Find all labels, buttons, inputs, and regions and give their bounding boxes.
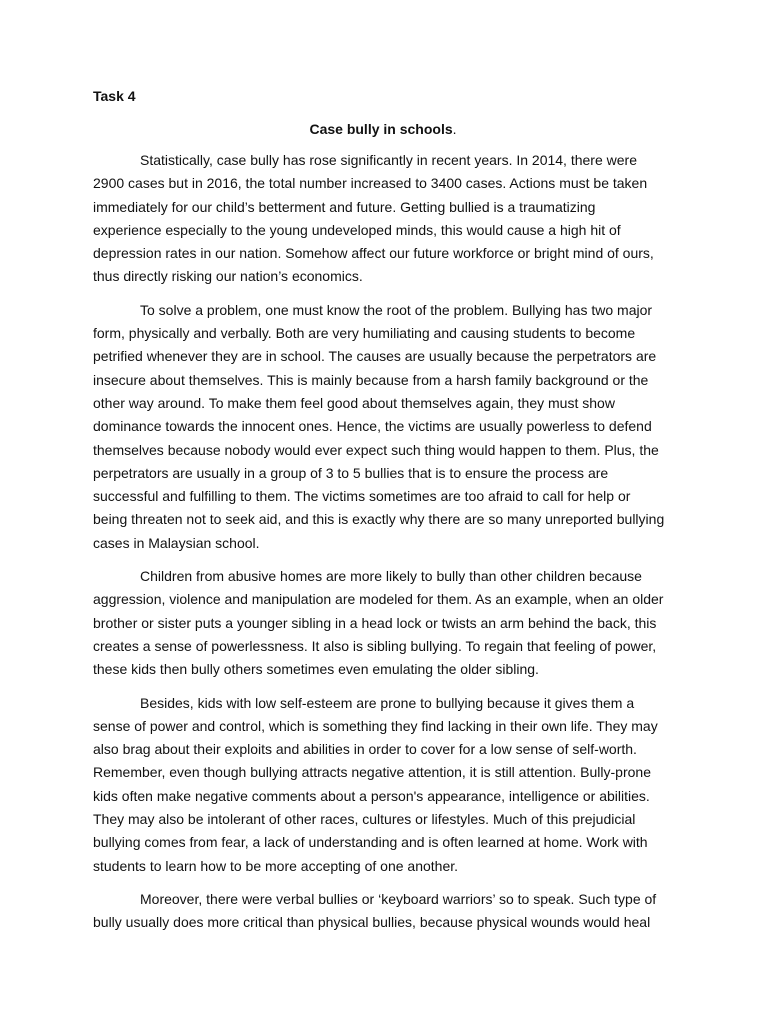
text-line: also brag about their exploits and abilities in order to cover for a low sense of self-worth. <box>93 741 637 758</box>
text-line: themselves because nobody would ever expect such thing would happen to them. Plus, the <box>93 441 659 458</box>
text-line: 2900 cases but in 2016, the total number increased to 3400 cases. Actions must be taken <box>93 175 648 192</box>
text-line: bully usually does more critical than physical bullies, because physical wounds would heal <box>93 914 651 931</box>
text-line: perpetrators are usually in a group of 3 to 5 bullies that is to ensure the process are <box>93 464 609 481</box>
document-title <box>93 119 673 139</box>
text-line: cases in Malaysian school. <box>93 534 260 551</box>
text-line: being threaten not to seek aid, and this is exactly why there are so many unreported bullying <box>93 511 665 528</box>
text-line: these kids then bully others sometimes even emulating the older sibling. <box>93 661 539 678</box>
text-line: petrified whenever they are in school. The causes are usually because the perpetrators are <box>93 348 657 365</box>
text-line: immediately for our child’s betterment and future. Getting bullied is a traumatizing <box>93 198 596 215</box>
paragraph <box>93 565 678 681</box>
text-line: sense of power and control, which is something they find lacking in their own life. They may <box>93 717 658 734</box>
text-line: students to learn how to be more accepting of one another. <box>93 857 459 874</box>
text-line: thus directly risking our nation’s economics. <box>93 268 363 285</box>
text-line: depression rates in our nation. Somehow affect our future workforce or bright mind of ours, <box>93 245 654 262</box>
text-line: kids often make negative comments about a person's appearance, intelligence or abilities. <box>93 787 650 804</box>
paragraph <box>93 149 678 289</box>
document-body <box>93 149 678 945</box>
text-line: Moreover, there were verbal bullies or ‘keyboard warriors’ so to speak. Such type of <box>140 890 657 907</box>
text-line: To solve a problem, one must know the root of the problem. Bullying has two major <box>140 301 653 318</box>
text-line: Remember, even though bullying attracts negative attention, it is still attention. Bully-prone <box>93 764 651 781</box>
text-line: creates a sense of powerlessness. It also is sibling bullying. To regain that feeling of power, <box>93 637 657 654</box>
text-line: bullying comes from fear, a lack of understanding and is often learned at home. Work with <box>93 834 648 851</box>
paragraph <box>93 888 678 935</box>
paragraph <box>93 692 678 878</box>
text-line: insecure about themselves. This is mainly because from a harsh family background or the <box>93 371 649 388</box>
text-line: brother or sister puts a younger sibling in a head lock or twists an arm behind the back, this <box>93 614 657 631</box>
paragraph <box>93 299 678 555</box>
text-line: Besides, kids with low self-esteem are prone to bullying because it gives them a <box>140 694 635 711</box>
task-label: Task 4 <box>93 88 136 104</box>
text-line: other way around. To make them feel good about themselves again, they must show <box>93 394 615 411</box>
document-title-period: . <box>452 121 457 137</box>
text-line: form, physically and verbally. Both are very humiliating and causing students to become <box>93 325 636 342</box>
text-line: successful and fulfilling to them. The victims sometimes are too afraid to call for help or <box>93 488 631 505</box>
text-line: dominance towards the innocent ones. Hence, the victims are usually powerless to defend <box>93 418 652 435</box>
text-line: experience especially to the young undeveloped minds, this would cause a high hit of <box>93 221 621 238</box>
text-line: aggression, violence and manipulation are modeled for them. As an example, when an older <box>93 591 664 608</box>
text-line: They may also be intolerant of other races, cultures or lifestyles. Much of this prejudicial <box>93 811 636 828</box>
text-line: Statistically, case bully has rose significantly in recent years. In 2014, there were <box>140 152 637 168</box>
document-title-text: Case bully in schools <box>309 121 453 137</box>
text-line: Children from abusive homes are more likely to bully than other children because <box>140 568 642 585</box>
